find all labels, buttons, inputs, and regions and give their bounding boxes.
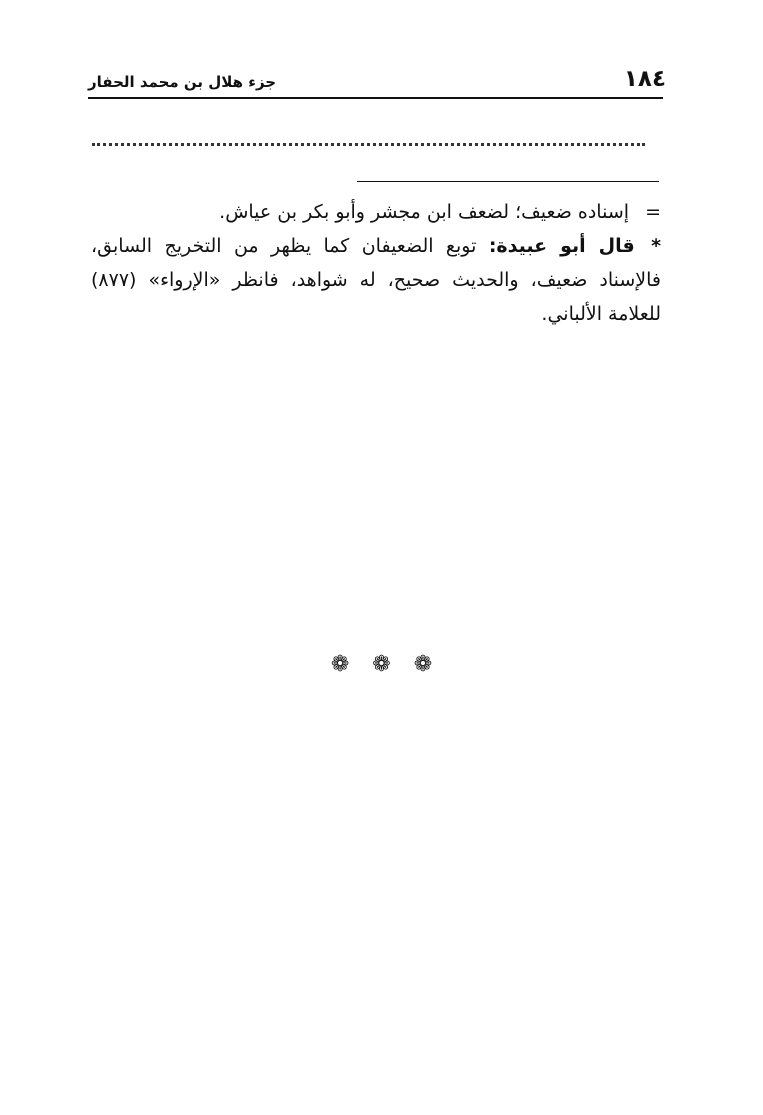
footnote-text: إسناده ضعيف؛ لضعف ابن مجشر وأبو بكر بن عياش. [219, 201, 630, 223]
editor-label: قال أبو عبيدة: [488, 235, 635, 257]
footnote-rule [357, 181, 659, 182]
flower-ornament-icon: ❁ [413, 652, 433, 677]
flower-ornament-icon: ❁ [372, 652, 391, 677]
continuation-marker: = [645, 201, 661, 223]
flower-ornament-icon: ❁ [330, 652, 350, 677]
page-number: ١٨٤ [623, 66, 666, 92]
running-title: جزء هلال بن محمد الحفار [88, 73, 277, 91]
dotted-separator [92, 143, 645, 146]
star-marker: * [651, 235, 662, 257]
footnotes [91, 195, 661, 331]
footnote-continuation [91, 195, 661, 229]
editor-note-text: توبع الضعيفان كما يظهر من التخريج السابق، فالإسناد ضعيف، والحديث صحيح، له شواهد، فانظر «الإرواء» (٨٧٧) للعلامة الألباني. [91, 235, 661, 325]
header-rule [88, 97, 663, 99]
section-end-ornament [0, 652, 763, 678]
editor-note [91, 229, 661, 331]
